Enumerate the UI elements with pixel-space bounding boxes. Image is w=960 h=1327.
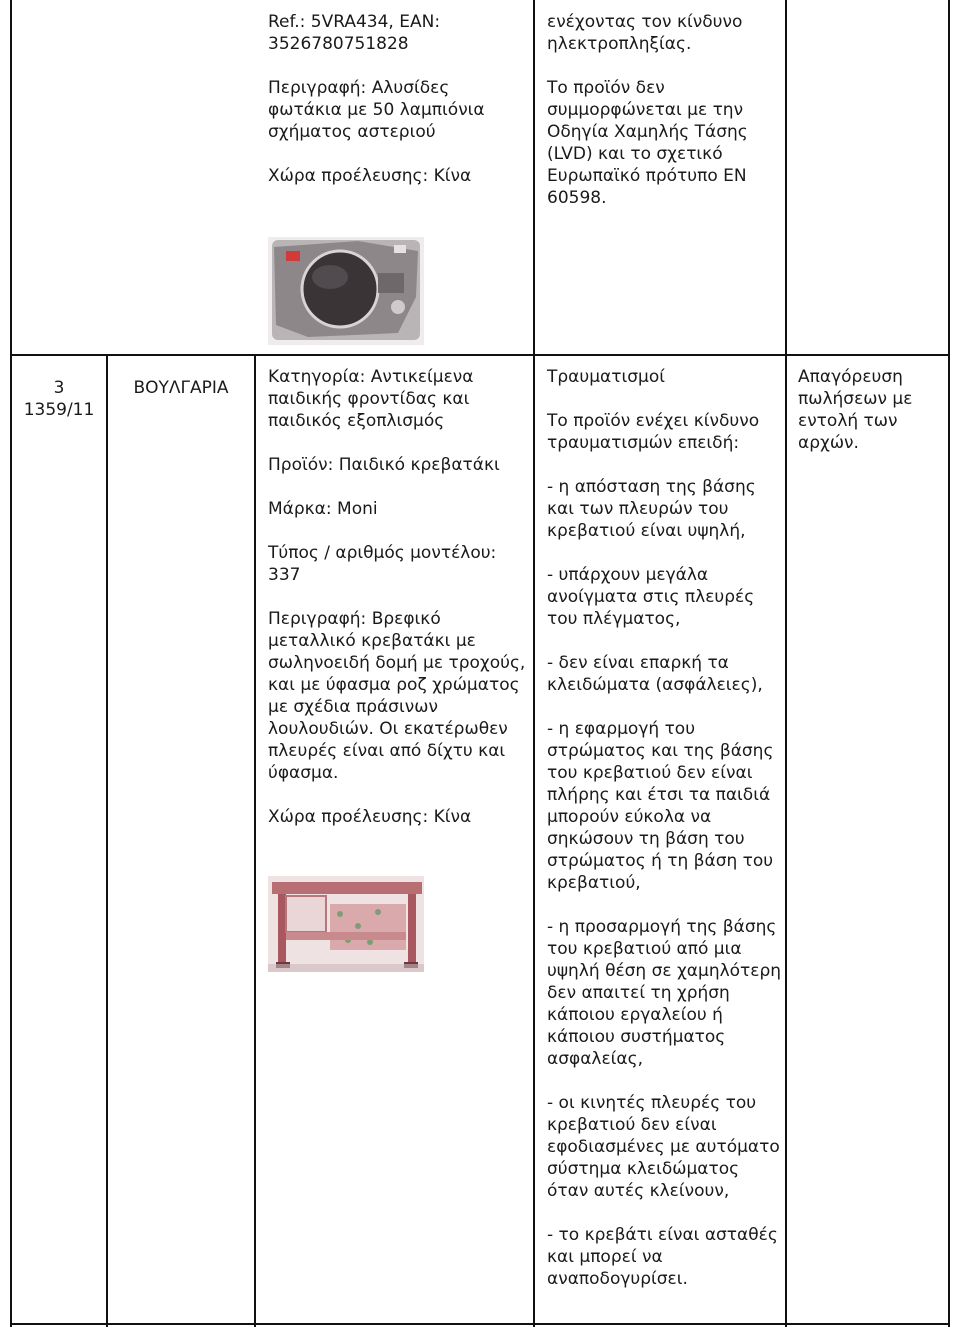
table-border-right [948, 0, 950, 1327]
crib-photo [268, 876, 424, 972]
country-name: ΒΟΥΛΓΑΡΙΑ [133, 378, 229, 398]
table-border-bottom [10, 1323, 950, 1325]
top-description-text: Περιγραφή: Αλυσίδες φωτάκια με 50 λαμπιόνια σχήματος αστεριού [268, 78, 485, 142]
table-border-left [10, 0, 12, 1327]
top-compliance-text: Το προϊόν δεν συμμορφώνεται με την Οδηγία Χαμηλής Τάσης (LVD) και το σχετικό Ευρωπαϊκό πρότυπο EN 60598. [547, 78, 748, 208]
risk-item: - υπάρχουν μεγάλα ανοίγματα στις πλευρές του πλέγματος, [547, 565, 755, 629]
row-number-cell [12, 377, 106, 421]
top-origin-text: Χώρα προέλευσης: Κίνα [268, 166, 472, 186]
measure-cell [798, 366, 946, 454]
table-border-col4 [785, 0, 787, 1327]
product-category: Κατηγορία: Αντικείμενα παιδικής φροντίδας και παιδικός εξοπλισμός [268, 367, 474, 431]
risk-item: - το κρεβάτι είναι ασταθές και μπορεί να αναποδογυρίσει. [547, 1225, 778, 1289]
risk-item: - η προσαρμογή της βάσης του κρεβατιού από μια υψηλή θέση σε χαμηλότερη δεν απαιτεί τη χρήση κάποιου εργαλείου ή κάποιου συστήματος ασφαλείας, [547, 917, 782, 1069]
product-model: Τύπος / αριθμός μοντέλου: 337 [268, 543, 497, 585]
product-description: Περιγραφή: Βρεφικό μεταλλικό κρεβατάκι με σωληνοειδή δομή με τροχούς, και με ύφασμα ροζ χρώματος με σχέδια πράσινων λουλουδιών. Οι εκατέρωθεν πλευρές είναι από δίχτυ και ύφασμα. [268, 609, 526, 783]
row-ref-code: 1359/11 [23, 400, 95, 420]
risk-item: - η εφαρμογή του στρώματος και της βάσης του κρεβατιού δεν είναι πλήρης και έτσι τα παιδιά μπορούν εύκολα να σηκώσουν τη βάση του στρώματος ή τη βάση του κρεβατιού, [547, 719, 774, 893]
top-risk-tail: ενέχοντας τον κίνδυνο ηλεκτροπληξίας. [547, 12, 743, 54]
risk-item: - δεν είναι επαρκή τα κλειδώματα (ασφάλειες), [547, 653, 763, 695]
product-origin: Χώρα προέλευσης: Κίνα [268, 807, 472, 827]
row-number: 3 [53, 378, 65, 398]
product-cell [268, 366, 526, 828]
table-border-col1 [106, 354, 108, 1327]
risk-item: - η απόσταση της βάσης και των πλευρών του κρεβατιού είναι υψηλή, [547, 477, 756, 541]
table-border-col2 [254, 354, 256, 1327]
risk-item: - οι κινητές πλευρές του κρεβατιού δεν είναι εφοδιασμένες με αυτόματο σύστημα κλειδώματος όταν αυτές κλείνουν, [547, 1093, 780, 1201]
country-cell [108, 377, 254, 399]
risk-cell [547, 366, 783, 1290]
measure-text: Απαγόρευση πωλήσεων με εντολή των αρχών. [798, 367, 913, 453]
top-product-cell [268, 11, 526, 187]
top-risk-cell [547, 11, 777, 209]
risk-intro: Το προϊόν ενέχει κίνδυνο τραυματισμών επειδή: [547, 411, 760, 453]
lights-package-photo [268, 237, 424, 345]
product-brand: Μάρκα: Moni [268, 499, 378, 519]
risk-type: Τραυματισμοί [547, 367, 665, 387]
row-divider [10, 354, 950, 356]
top-ref-text: Ref.: 5VRA434, EAN: 3526780751828 [268, 12, 441, 54]
table-border-col3 [533, 0, 535, 1327]
product-name: Προϊόν: Παιδικό κρεβατάκι [268, 455, 500, 475]
